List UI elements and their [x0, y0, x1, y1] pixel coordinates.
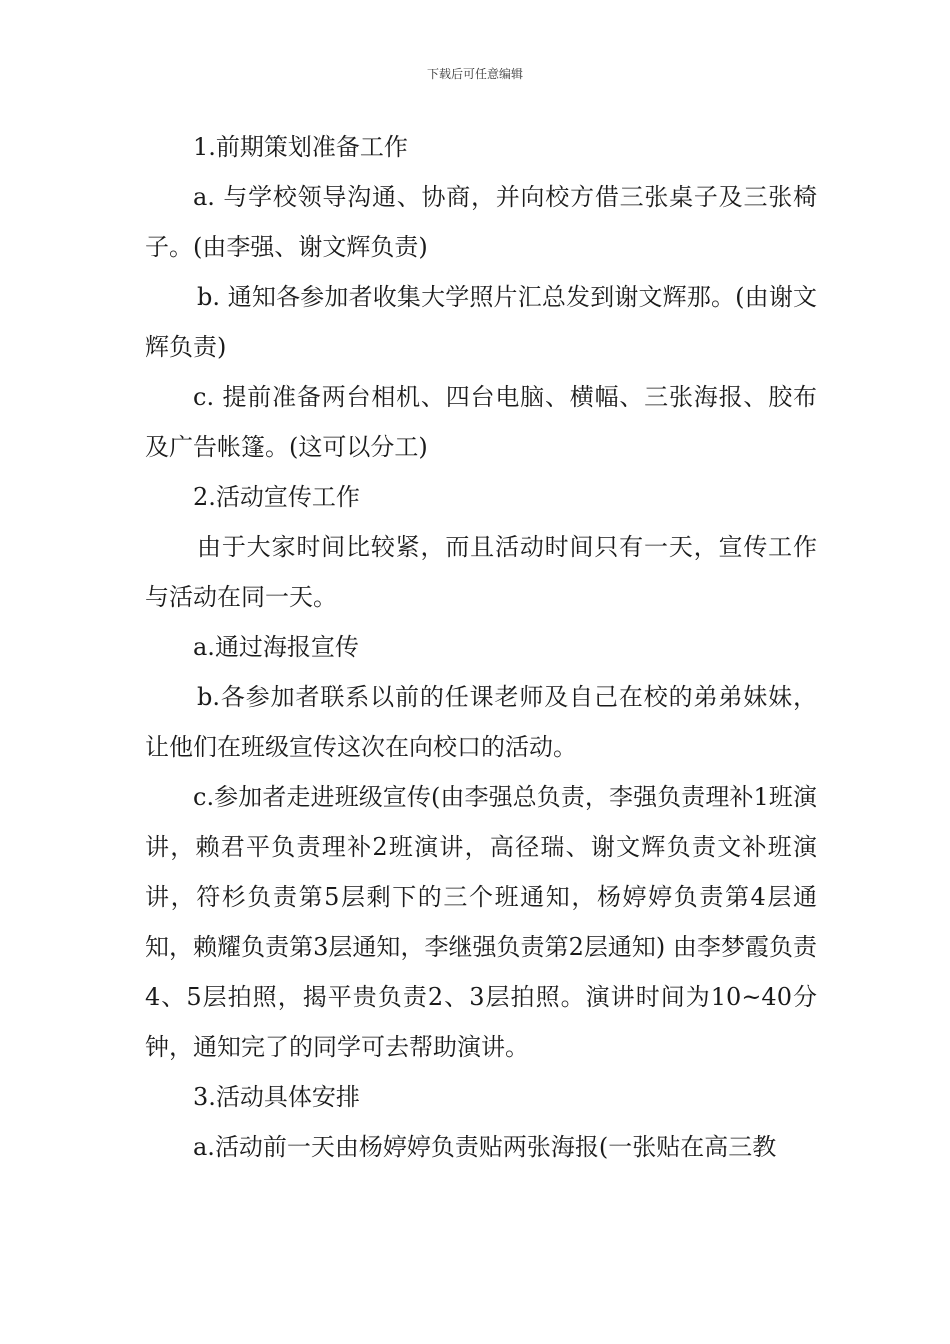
page-header: 下载后可任意编辑 [426, 67, 523, 81]
list-item-2c: c.参加者走进班级宣传(由李强总负责，李强负责理补1班演讲，赖君平负责理补2班演讲，高径瑞、谢文辉负责文补班演讲，符杉负责第5层剩下的三个班通知，杨婷婷负责第4层通知，赖耀负责第3层通知，李继强负责第2层通知) 由李梦霞负责4、5层拍照，揭平贵负责2、3层拍照。演讲时间为10~40分钟，通知完了的同学可去帮助演讲。 [145, 783, 817, 1061]
document-body [145, 122, 817, 1172]
list-item-1b: b. 通知各参加者收集大学照片汇总发到谢文辉那。(由谢文辉负责) [145, 283, 817, 361]
list-item-1c: c. 提前准备两台相机、四台电脑、横幅、三张海报、胶布及广告帐篷。(这可以分工) [145, 383, 817, 461]
list-item-3a: a.活动前一天由杨婷婷负责贴两张海报(一张贴在高三教 [193, 1133, 777, 1161]
section-heading-2: 2.活动宣传工作 [193, 483, 360, 511]
list-item-2a: a.通过海报宣传 [193, 633, 359, 661]
list-item-2b: b.各参加者联系以前的任课老师及自己在校的弟弟妹妹，让他们在班级宣传这次在向校口的活动。 [145, 683, 817, 761]
body-paragraph-2: 由于大家时间比较紧，而且活动时间只有一天，宣传工作与活动在同一天。 [145, 533, 817, 611]
list-item-1a: a. 与学校领导沟通、协商，并向校方借三张桌子及三张椅子。(由李强、谢文辉负责) [145, 183, 817, 261]
section-heading-3: 3.活动具体安排 [193, 1083, 360, 1111]
section-heading-1: 1.前期策划准备工作 [193, 133, 408, 161]
